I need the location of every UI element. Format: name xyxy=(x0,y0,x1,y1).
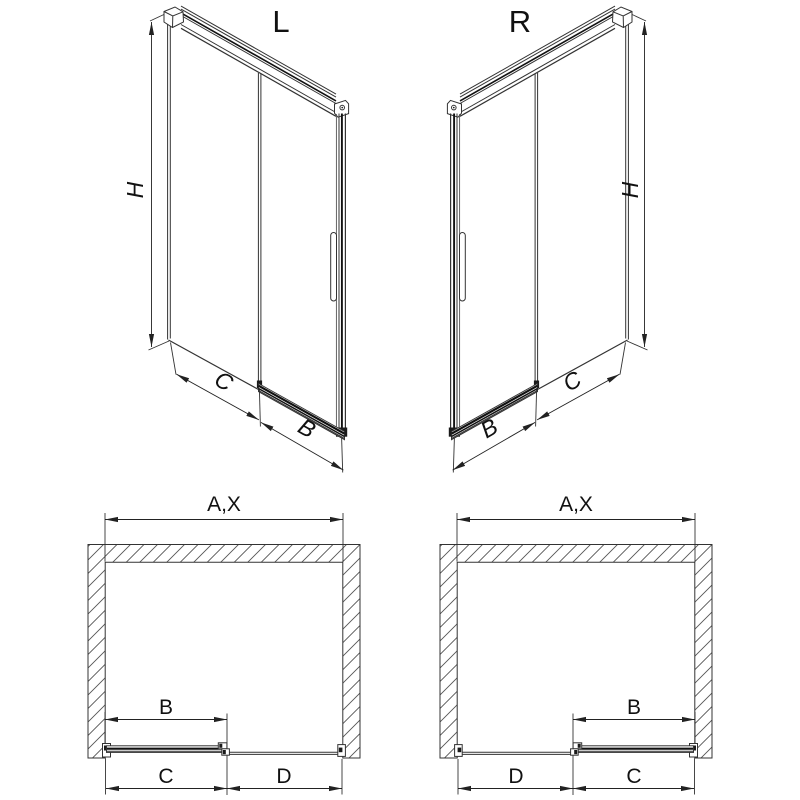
plan-wall-right xyxy=(440,545,712,759)
plan-left-dim-c: C xyxy=(158,765,174,788)
plan-wall-left xyxy=(88,545,360,759)
iso-left-dim-h: H xyxy=(122,181,148,199)
plan-left-dim-ax: A,X xyxy=(207,493,241,516)
variant-label-r: R xyxy=(508,4,532,39)
plan-right-dim-d: D xyxy=(508,765,524,788)
iso-right-dim-h: H xyxy=(617,181,643,199)
iso-left-dim-b: B xyxy=(293,412,321,444)
iso-right-dim-b: B xyxy=(475,412,503,444)
iso-view-right xyxy=(447,6,647,472)
iso-left-dim-c: C xyxy=(210,365,238,397)
iso-view-left xyxy=(149,6,349,472)
plan-right-dim-ax: A,X xyxy=(559,493,593,516)
plan-left-dim-d: D xyxy=(276,765,292,788)
variant-label-l: L xyxy=(272,4,290,39)
plan-right-dim-b: B xyxy=(626,696,642,719)
iso-right-dim-c: C xyxy=(558,365,586,397)
plan-right-dim-c: C xyxy=(626,765,642,788)
plan-left-dim-b: B xyxy=(158,696,174,719)
